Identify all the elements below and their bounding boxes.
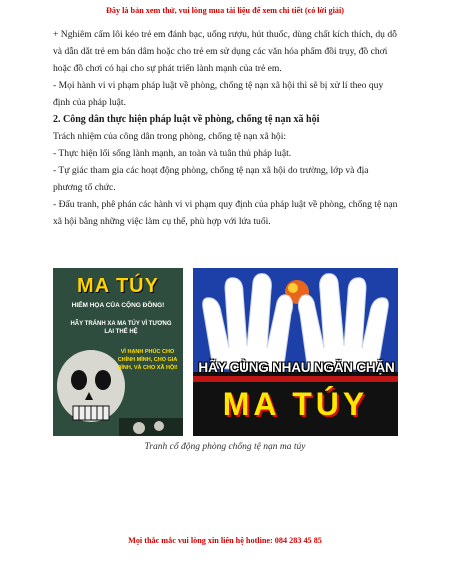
paragraph: Trách nhiệm của công dân trong phòng, chống tệ nạn xã hội: [53, 131, 287, 142]
paragraph: - Đấu tranh, phê phán các hành vi vi phạm quy định của pháp luật về phòng, chống tệ nạn xã hội bằng những việc làm cụ thể, phù hợp với lứa tuổi. [53, 199, 398, 227]
poster-middle-text: HÃY TRÁNH XA MA TÚY VÌ TƯƠNG LAI THẾ HỆ [70, 321, 172, 335]
paragraph: - Mọi hành vi vi phạm pháp luật về phòng, chống tệ nạn xã hội thì sẽ bị xử lí theo quy định của pháp luật. [53, 80, 384, 108]
paragraph: - Thực hiện lối sống lành mạnh, an toàn và tuân thủ pháp luật. [53, 148, 292, 159]
anti-drug-poster-skull [53, 268, 183, 436]
poster-title: MA TÚY [77, 275, 159, 297]
preview-banner: Đây là bản xem thử, vui lòng mua tài liệu để xem chi tiết (có lời giải) [105, 6, 344, 15]
document-body [53, 26, 398, 230]
anti-drug-poster-hands [193, 268, 398, 436]
poster-slogan: HÃY CÙNG NHAU NGĂN CHẶN [198, 360, 395, 375]
image-caption: Tranh cổ động phòng chống tệ nạn ma túy [144, 442, 306, 452]
poster-subtitle: HIỂM HỌA CỦA CỘNG ĐỒNG! [71, 302, 165, 309]
paragraph: + Nghiêm cấm lôi kéo trẻ em đánh bạc, uống rượu, hút thuốc, dùng chất kích thích, dụ dỗ và dẫn dắt trẻ em bán dâm hoặc cho trẻ em sử dụng các văn hóa phẩm đồi trụy, đồ chơi hoặc đồ chơi có hại cho sự phát triển lành mạnh của trẻ em. [53, 29, 397, 74]
section-heading: 2. Công dân thực hiện pháp luật về phòng, chống tệ nạn xã hội [53, 114, 320, 125]
poster-images [53, 268, 398, 438]
poster-big-text: MA TÚY [222, 386, 369, 422]
paragraph: - Tự giác tham gia các hoạt động phòng, chống tệ nạn xã hội do trường, lớp và địa phương tổ chức. [53, 165, 369, 193]
poster-lower-text: VÌ HẠNH PHÚC CHO CHÍNH MÌNH, CHO GIA ĐÌNH, VÀ CHO XÃ HỘI! [117, 349, 178, 371]
hotline-footer: Mọi thắc mắc vui lòng xin liên hệ hotline: 084 283 45 85 [128, 536, 322, 545]
